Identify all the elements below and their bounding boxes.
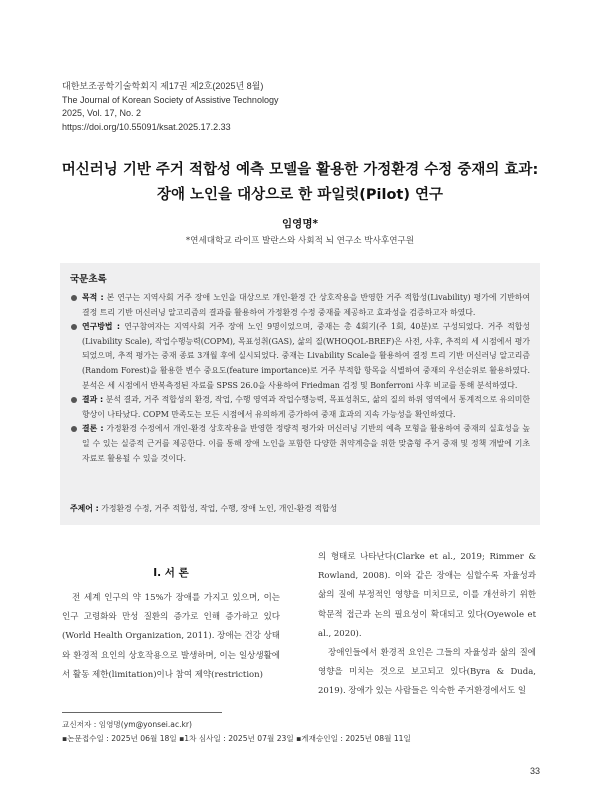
page-number: 33: [529, 766, 540, 776]
journal-volume: 2025, Vol. 17, No. 2: [62, 108, 142, 119]
abstract-methods: [70, 320, 530, 393]
abstract-box: [60, 263, 540, 525]
abstract-conclusion: [70, 422, 530, 466]
abstract-text: 분석 결과, 거주 적합성의 환경, 작업, 수행 영역과 작업수행능력, 목표성취도, 삶의 질의 하위 영역에서 통계적으로 유의미한 향상이 나타났다. COPM 만족도는 모든 시점에서 유의하게 증가하여 중재 효과의 지속 가능성을 확인하였다.: [82, 395, 530, 419]
abstract-text: 연구참여자는 지역사회 거주 장애 노인 9명이었으며, 중재는 총 4회기(주 1회, 40분)로 구성되었다. 거주 적합성(Livability Scale), 작업수행능력(COPM), 목표성취(GAS), 삶의 질(WHOQOL-BREF)은 사전, 사후, 추적의 세 시점에서 평가되었으며, 추적 평가는 중재 종료 3개월 후에 실시되었다. 중재는 Livability Scale을 활용하여 결정 트리 기반 머신러닝 알고리즘(Random Forest)을 활용한 변수 중요도(feature importance)로 거주 부적합 항목을 식별하여 중재의 우선순위로 활용하였다. 분석은 세 시점에서 반복측정된 자료를 SPSS 26.0을 사용하여 Friedman 검정 및 Bonferroni 사후 비교를 통해 분석하였다.: [82, 322, 530, 390]
bullet-icon: [71, 324, 77, 330]
abstract-purpose: [70, 291, 530, 320]
paper-title-line1: 머신러닝 기반 주거 적합성 예측 모델을 활용한 가정환경 수정 중재의 효과:: [61, 162, 539, 178]
abstract-results: [70, 393, 530, 422]
paper-title: [40, 158, 560, 208]
body-column-left: [62, 546, 280, 685]
doi-link[interactable]: https://doi.org/10.55091/ksat.2025.17.2.33: [62, 121, 231, 132]
body-paragraph: 의 형태로 나타난다(Clarke et al., 2019; Rimmer & Rowland, 2008). 이와 같은 장애는 심할수록 자율성과 삶의 질에 부정적인 영향을 미치므로, 이를 개선하기 위한 학문적 접근과 논의 필요성이 확대되고 있다(Oyewole et al., 2020).: [318, 552, 536, 639]
footnote-divider: [62, 712, 222, 713]
journal-name-english: The Journal of Korean Society of Assistive Technology: [62, 94, 279, 105]
keywords: [70, 503, 337, 514]
bullet-icon: [71, 426, 77, 432]
bullet-icon: [71, 397, 77, 403]
author-name: 임영명*: [282, 218, 318, 230]
abstract-label: 결론 :: [82, 424, 104, 434]
abstract-label: 연구방법 :: [82, 322, 121, 332]
abstract-heading: 국문초록: [70, 274, 107, 285]
abstract-text: 가정환경 수정에서 개인-환경 상호작용을 반영한 정량적 평가와 머신러닝 기반의 예측 모형을 활용하여 중재의 실효성을 높일 수 있는 실증적 근거를 제공한다. 이를 통해 장애 노인을 포함한 다양한 취약계층을 위한 맞춤형 주거 중재 및 정책 개발에 기초자료로 활용될 수 있을 것이다.: [82, 424, 530, 463]
abstract-text: 본 연구는 지역사회 거주 장애 노인을 대상으로 개인-환경 간 상호작용을 반영한 거주 적합성(Livability) 평가에 기반하여 결정 트리 기반 머신러닝 알고리즘의 결과를 활용하여 가정환경 수정 중재를 제공하고 효과성을 검증하고자 하였다.: [82, 293, 530, 317]
journal-name-korean: 대한보조공학기술학회지 제17권 제2호(2025년 8월): [62, 81, 264, 91]
journal-header: [62, 80, 278, 134]
body-column-right: [318, 548, 536, 702]
paper-title-line2: 장애 노인을 대상으로 한 파일럿(Pilot) 연구: [156, 187, 444, 203]
body-paragraph: 전 세계 인구의 약 15%가 장애를 가지고 있으며, 이는 인구 고령화와 만성 질환의 증가로 인해 증가하고 있다(World Health Organization, 2011). 장애는 건강 상태와 환경적 요인의 상호작용으로 발생하며, 이는 일상생활에서 활동 제한(limitation)이나 참여 제약(restriction): [62, 593, 280, 680]
abstract-label: 결과 :: [82, 395, 104, 405]
body-paragraph: 장애인들에서 환경적 요인은 그들의 자율성과 삶의 질에 영향을 미치는 것으로 보고되고 있다(Byra & Duda, 2019). 장애가 있는 사람들은 익숙한 주거환경에서도 일: [318, 648, 536, 697]
bullet-icon: [71, 295, 77, 301]
abstract-label: 목적 :: [82, 293, 104, 302]
author-affiliation: *연세대학교 라이프 발란스와 사회적 뇌 연구소 박사후연구원: [185, 236, 415, 246]
footnotes: [62, 718, 411, 746]
section-title-introduction: Ⅰ. 서 론: [153, 567, 189, 579]
keywords-label: 주제어 :: [70, 504, 99, 513]
corresponding-author: 교신저자 : 임영명(ym@yonsei.ac.kr): [62, 720, 193, 729]
keywords-text: 가정환경 수정, 거주 적합성, 작업, 수행, 장애 노인, 개인-환경 적합성: [98, 504, 338, 513]
submission-dates: ▪논문접수일 : 2025년 06월 18일 ▪1차 심사일 : 2025년 07월 23일 ▪게재승인일 : 2025년 08월 11일: [62, 734, 411, 743]
